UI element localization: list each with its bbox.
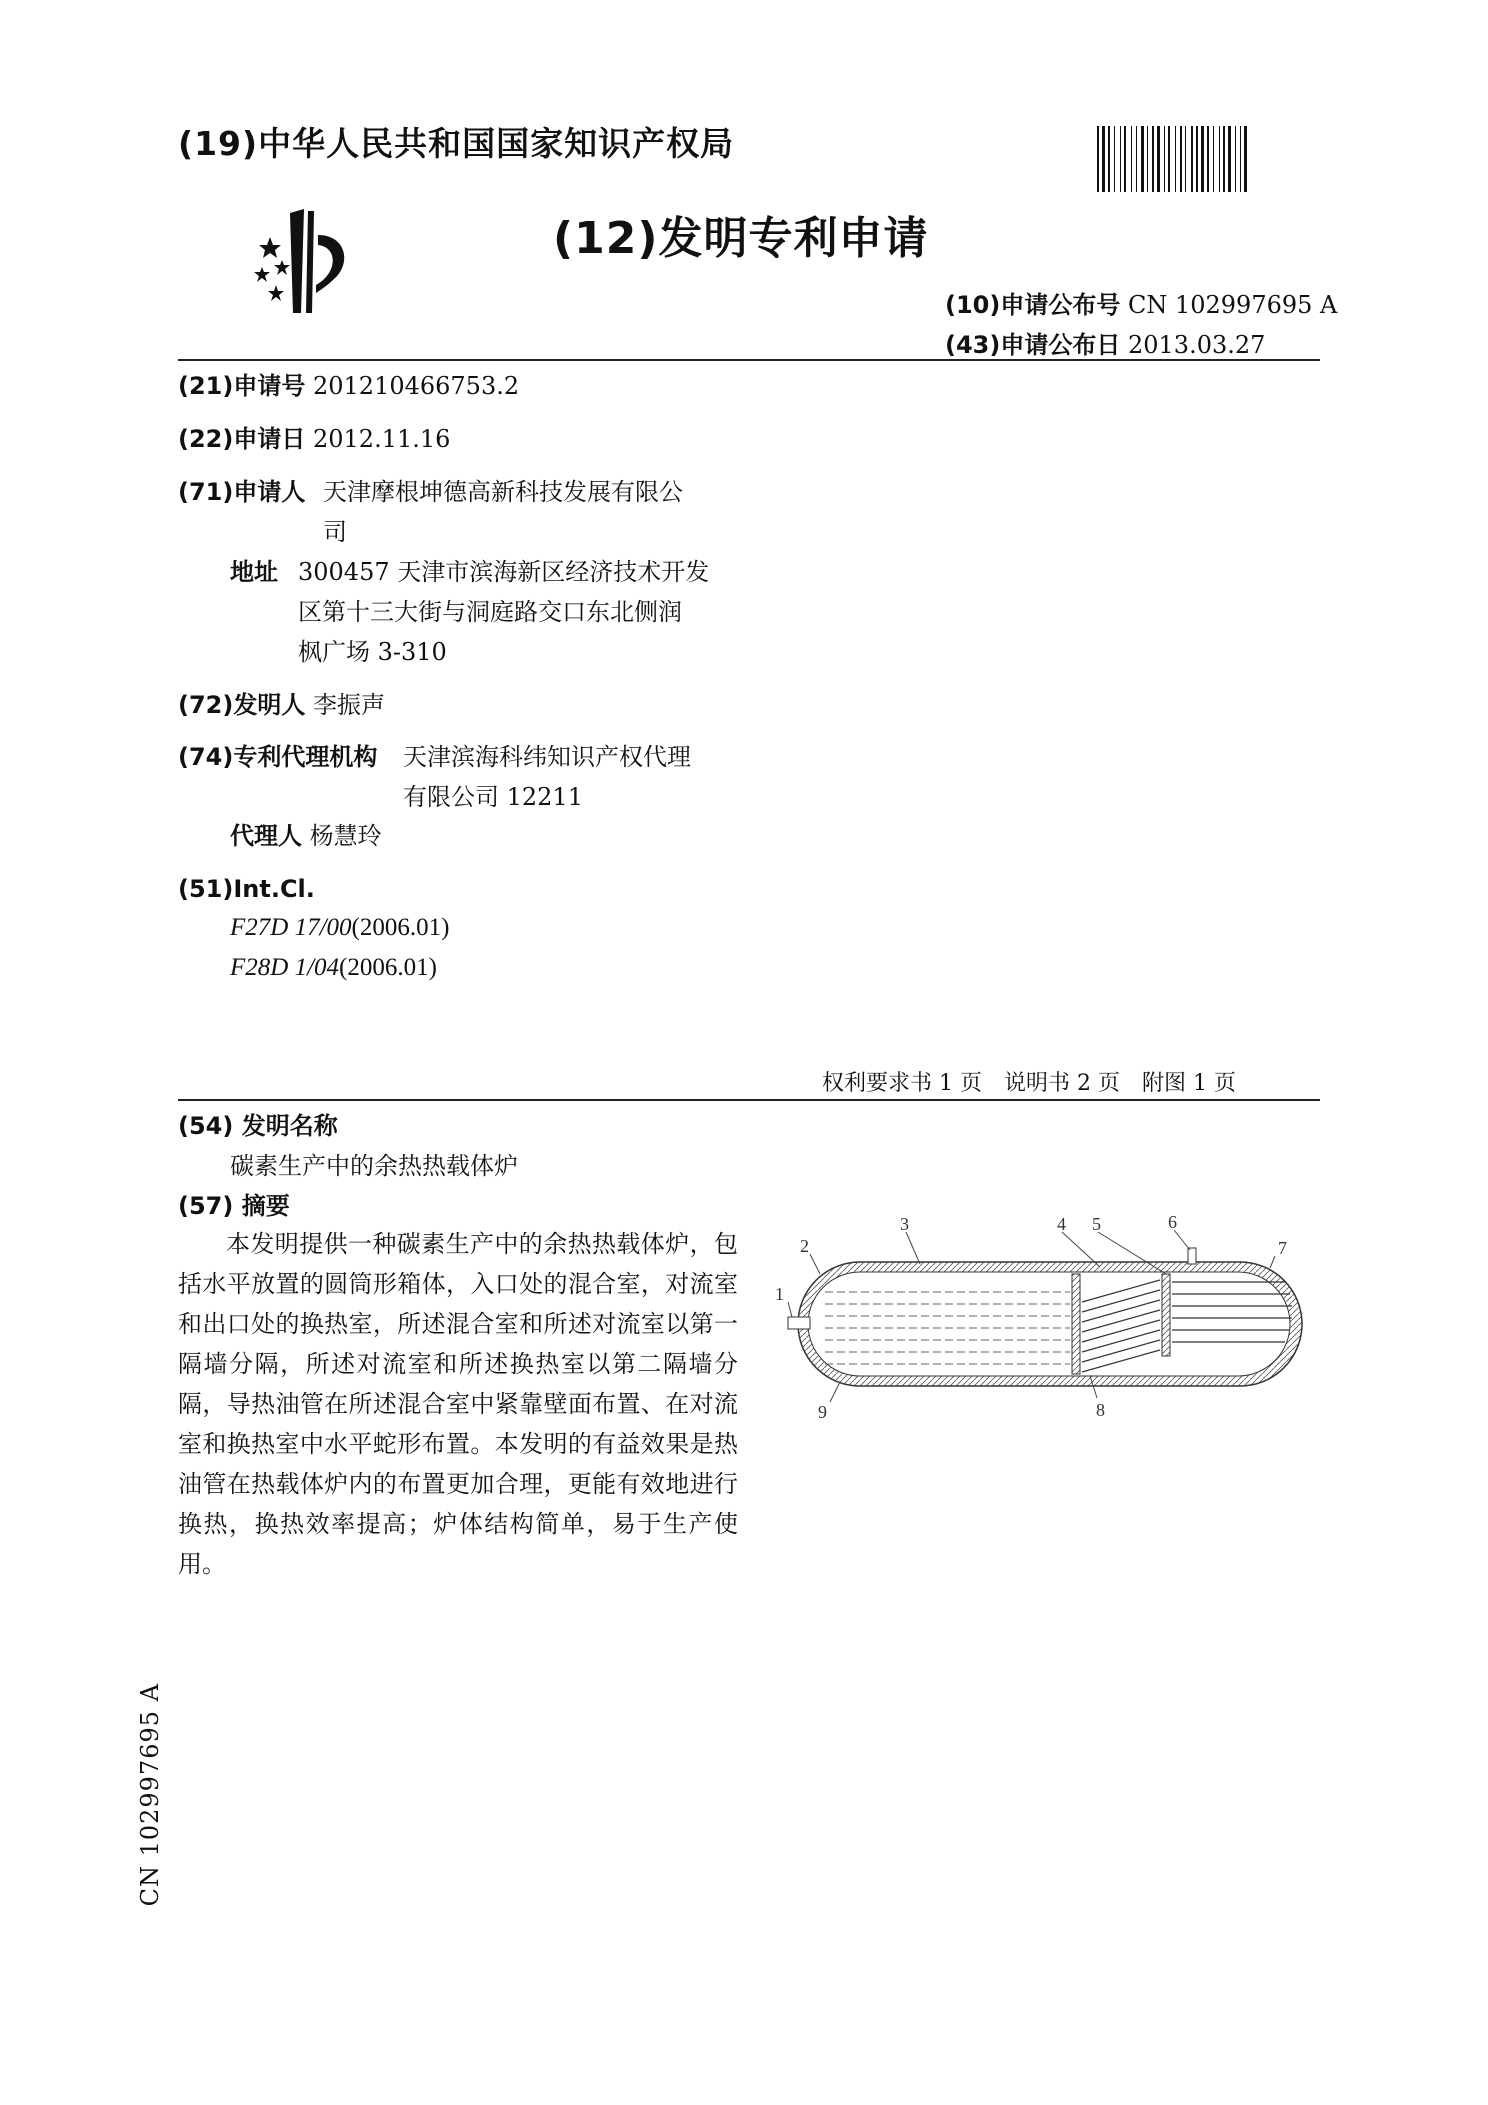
address-label: 地址 — [230, 558, 278, 586]
agency-label: (74)专利代理机构 — [178, 743, 378, 771]
agent-label: 代理人 — [230, 822, 302, 850]
publication-number-row — [945, 285, 1337, 320]
page-counts: 权利要求书 1 页 说明书 2 页 附图 1 页 — [822, 1071, 1236, 1096]
applicant-label: (71)申请人 — [178, 478, 306, 506]
title-field — [178, 1106, 338, 1146]
inventor-label: (72)发明人 — [178, 691, 306, 719]
figure-label-5: 5 — [1092, 1214, 1101, 1234]
publication-date-label: (43)申请公布日 — [945, 331, 1121, 359]
barcode — [1097, 126, 1319, 192]
applicant-line-1: 天津摩根坤德高新科技发展有限公 — [323, 478, 683, 506]
ipc-entry — [230, 908, 449, 948]
filing-date-field — [178, 419, 450, 459]
ipc-version: (2006.01) — [351, 914, 450, 941]
filing-date: 2012.11.16 — [312, 425, 451, 453]
abstract-field — [178, 1186, 290, 1226]
ipc-version: (2006.01) — [339, 954, 437, 981]
furnace-drawing — [770, 1212, 1315, 1457]
vertical-publication-number: CN 102997695 A — [136, 1683, 164, 1907]
title-label: (54) 发明名称 — [178, 1112, 338, 1140]
publication-number-label: (10)申请公布号 — [945, 291, 1121, 319]
second-partition-wall — [1162, 1274, 1170, 1356]
office-name: (19)中华人民共和国国家知识产权局 — [178, 124, 735, 163]
figure-label-6: 6 — [1168, 1212, 1177, 1232]
figure-label-2: 2 — [800, 1236, 809, 1256]
publication-date-row — [945, 325, 1265, 360]
address-line-2: 区第十三大街与洞庭路交口东北侧润 — [298, 598, 682, 626]
application-number-field — [178, 366, 519, 406]
document-type: (12)发明专利申请 — [553, 213, 929, 264]
first-partition-wall — [1072, 1274, 1080, 1374]
inlet-pipe — [788, 1317, 810, 1329]
figure-label-8: 8 — [1096, 1400, 1105, 1420]
invention-title: 碳素生产中的余热热载体炉 — [230, 1152, 518, 1180]
application-number: 201210466753.2 — [312, 372, 520, 400]
outlet-pipe — [1188, 1248, 1196, 1264]
ipc-code: F28D 1/04 — [230, 954, 340, 981]
address-field — [230, 552, 278, 592]
applicant-field — [178, 472, 305, 512]
ipc-field — [178, 869, 315, 909]
ipc-label: (51)Int.Cl. — [178, 875, 315, 903]
publication-date: 2013.03.27 — [1127, 331, 1266, 359]
figure-label-7: 7 — [1278, 1238, 1287, 1258]
cnipa-logo-icon — [248, 205, 388, 315]
ipc-entry — [230, 948, 437, 988]
figure-label-3: 3 — [900, 1214, 909, 1234]
figure-label-4: 4 — [1057, 1214, 1066, 1234]
inventor: 李振声 — [312, 691, 385, 719]
applicant-line-2: 司 — [323, 518, 347, 546]
abstract-text: 本发明提供一种碳素生产中的余热热载体炉，包括水平放置的圆筒形箱体，入口处的混合室，对流室和出口处的换热室，所述混合室和所述对流室以第一隔墙分隔，所述对流室和所述换热室以第二隔墙分隔，导热油管在所述混合室中紧靠壁面布置、在对流室和换热室中水平蛇形布置。本发明的有益效果是热油管在热载体炉内的布置更加合理，更能有效地进行换热，换热效率提高；炉体结构简单，易于生产使用。 — [178, 1230, 738, 1578]
address-line-1: 300457 天津市滨海新区经济技术开发 — [298, 558, 710, 586]
agent-field — [230, 816, 382, 856]
agency-line-2: 有限公司 12211 — [403, 783, 583, 811]
application-number-label: (21)申请号 — [178, 372, 306, 400]
figure-label-9: 9 — [818, 1402, 827, 1422]
agency-field — [178, 737, 377, 777]
header-divider — [178, 359, 1320, 361]
agency-line-1: 天津滨海科纬知识产权代理 — [403, 743, 691, 771]
furnace-body — [798, 1262, 1302, 1386]
agent: 杨慧玲 — [309, 822, 382, 850]
publication-number: CN 102997695 A — [1127, 291, 1338, 319]
inventor-field — [178, 685, 385, 725]
address-line-3: 枫广场 3-310 — [298, 638, 447, 666]
filing-date-label: (22)申请日 — [178, 425, 306, 453]
section-divider — [178, 1099, 1320, 1101]
abstract-label: (57) 摘要 — [178, 1192, 290, 1220]
ipc-code: F27D 17/00 — [230, 914, 352, 941]
figure-label-1: 1 — [775, 1284, 784, 1304]
